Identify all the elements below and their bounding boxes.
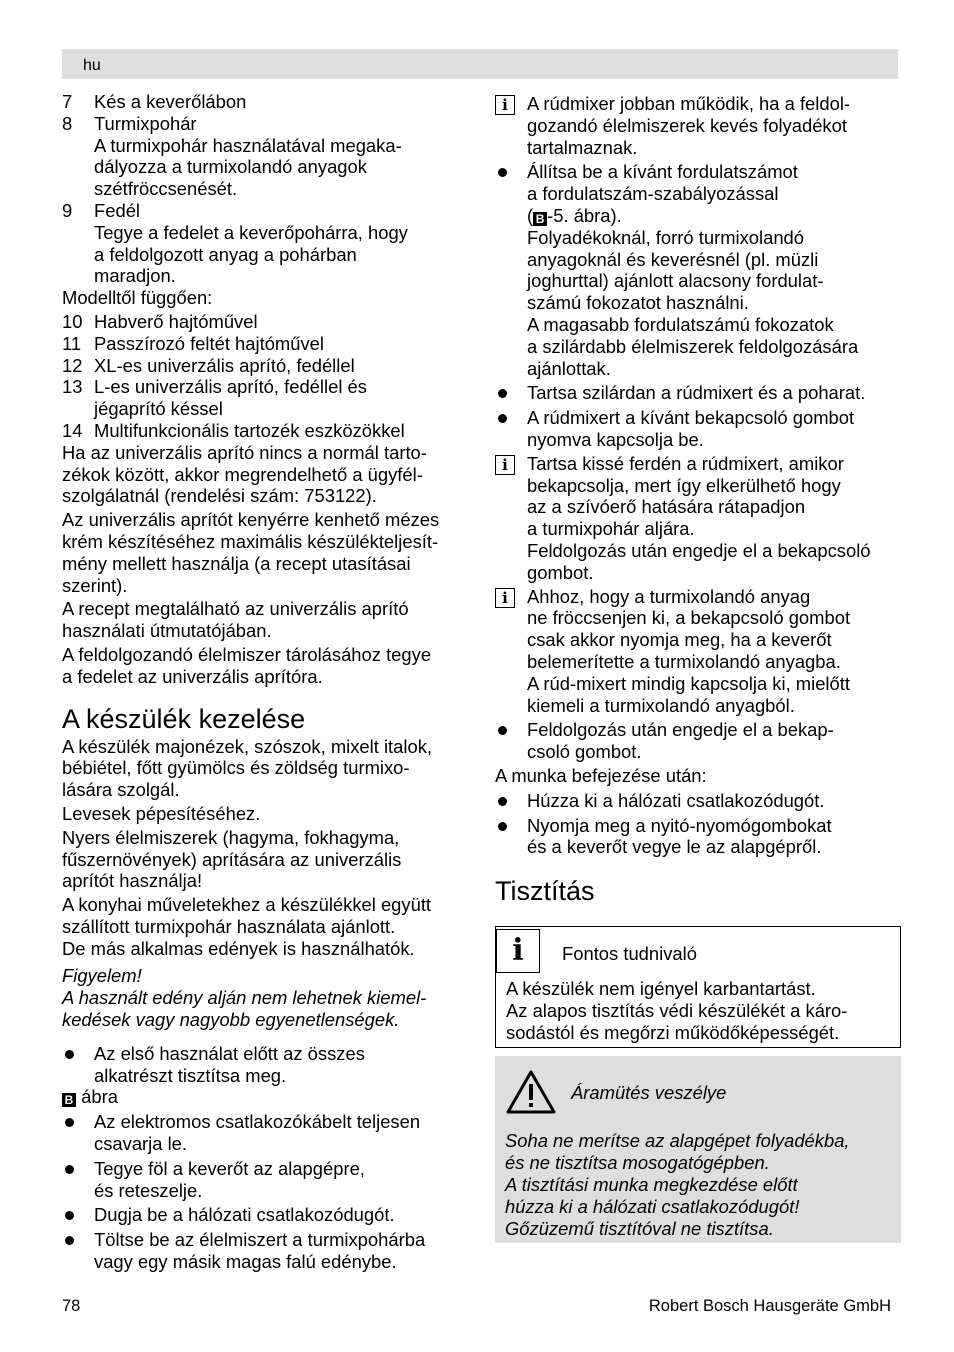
info-icon: i: [495, 455, 515, 475]
paragraph: A készülék majonézek, szószok, mixelt italok, bébiétel, főtt gyümölcs és zöldség turmixo- lására szolgál.: [62, 735, 433, 801]
list-item: 14 Multifunkcionális tartozék eszközökkel: [62, 419, 405, 441]
info-icon: i: [495, 95, 515, 115]
bullet-icon: [495, 161, 527, 379]
page-number: 78: [62, 1297, 81, 1315]
bullet-item: Húzza ki a hálózati csatlakozódugót.: [495, 790, 901, 812]
paragraph: Az univerzális aprítót kenyérre kenhető mézes krém készítéséhez maximális készülékteljesít- mény mellett használja (a recept utasításai szerint).: [62, 509, 440, 596]
paragraph: Nyers élelmiszerek (hagyma, fokhagyma, fűszernövények) aprítására az univerzális aprítót használja!: [62, 826, 402, 892]
list-item: 9 Fedél: [62, 199, 141, 221]
bullet-item: Tegye föl a keverőt az alapgépre, és reteszelje.: [62, 1158, 468, 1202]
bullet-icon: [495, 790, 527, 812]
footer-company: Robert Bosch Hausgeräte GmbH: [648, 1297, 891, 1315]
list-item: 11 Passzírozó feltét hajtóművel: [62, 332, 324, 354]
info-icon: i: [496, 929, 540, 973]
bullet-item: A rúdmixert a kívánt bekapcsoló gombot nyomva kapcsolja be.: [495, 407, 901, 451]
bullet-item: Tartsa szilárdan a rúdmixert és a poharat.: [495, 382, 901, 404]
bullet-icon: [62, 1111, 94, 1155]
list-item: 8 Turmixpohár: [62, 112, 197, 134]
attention-title: Figyelem!: [62, 965, 142, 987]
item-description: Tegye a fedelet a keverőpohárra, hogy a feldolgozott anyag a pohárban maradjon.: [94, 221, 408, 287]
bullet-item: Töltse be az élelmiszert a turmixpohárba vagy egy másik magas falú edénybe.: [62, 1229, 468, 1273]
list-item: 10 Habverő hajtóművel: [62, 310, 258, 332]
notice-title: Fontos tudnivaló: [562, 943, 697, 965]
bullet-icon: [495, 815, 527, 859]
list-item: 13 L-es univerzális aprító, fedéllel és jégaprító késsel: [62, 376, 367, 420]
left-column: [62, 91, 468, 1273]
list-item: 12 XL-es univerzális aprító, fedéllel: [62, 354, 355, 376]
language-bar: [62, 49, 898, 79]
bullet-icon: [62, 1204, 94, 1226]
info-note: i Tartsa kissé ferdén a rúdmixert, amikor bekapcsolja, mert így elkerülhető hogy az a szívóerő hatására rátapadjon a turmixpohár aljára. Feldolgozás után engedje el a bekapcsoló gombot.: [495, 453, 901, 584]
info-note: i A rúdmixer jobban működik, ha a feldol- gozandó élelmiszerek kevés folyadékot tartalmaznak.: [495, 93, 901, 158]
figure-reference: B ábra: [62, 1086, 468, 1108]
bullet-icon: [495, 719, 527, 763]
warning-box: Áramütés veszélye Soha ne merítse az alapgépet folyadékba, és ne tisztítsa mosogatógépben. A tisztítási munka megkezdése előtt húzza ki a hálózati csatlakozódugót! Gőzüzemű tisztítóval ne tisztítsa.: [495, 1056, 901, 1243]
attention-text: A használt edény alján nem lehetnek kiemel- kedések vagy nagyobb egyenetlenségek.: [62, 987, 427, 1031]
bullet-item: Az elektromos csatlakozókábelt teljesen csavarja le.: [62, 1111, 468, 1155]
paragraph: A recept megtalálható az univerzális aprító használati útmutatójában.: [62, 598, 409, 642]
important-notice-box: i Fontos tudnivaló A készülék nem igényel karbantartást. Az alapos tisztítás védi készülékét a káro- sodástól és megőrzi működőképességét.: [495, 926, 901, 1048]
bullet-icon: [62, 1158, 94, 1202]
bullet-icon: [62, 1229, 94, 1273]
paragraph: Levesek pépesítéséhez.: [62, 802, 261, 824]
bullet-icon: [62, 1043, 94, 1087]
bullet-item: Dugja be a hálózati csatlakozódugót.: [62, 1204, 468, 1226]
after-work-label: A munka befejezése után:: [495, 764, 707, 786]
bullet-item: Állítsa be a kívánt fordulatszámot a fordulatszám-szabályozással ( B -5. ábra). Folyadékoknál, forró turmixolandó anyagoknál és keverésnél (pl. müzli joghurttal) ajánlott alacsony fordulat- számú fokozatot használni. A magasabb fordulatszámú fokozatok a szilárdabb élelmiszerek feldolgozására ajánlottak.: [495, 161, 901, 379]
language-code: hu: [83, 57, 101, 74]
warning-title: Áramütés veszélye: [571, 1081, 727, 1103]
paragraph: Ha az univerzális aprító nincs a normál tarto- zékok között, akkor megrendelhető a ügyfél- szolgálatnál (rendelési szám: 753122).: [62, 441, 427, 507]
bullet-icon: [495, 407, 527, 451]
paragraph: A feldolgozandó élelmiszer tárolásához tegye a fedelet az univerzális aprítóra.: [62, 643, 432, 687]
figure-b-icon: B: [62, 1093, 76, 1107]
warning-triangle-icon: [505, 1069, 557, 1115]
bullet-item: Nyomja meg a nyitó-nyomógombokat és a keverőt vegye le az alapgépről.: [495, 815, 901, 859]
bullet-icon: [495, 382, 527, 404]
section-heading: Tisztítás: [495, 876, 595, 907]
figure-b-icon: B: [533, 212, 547, 226]
info-icon: i: [495, 588, 515, 608]
paragraph: A konyhai műveletekhez a készülékkel együtt szállított turmixpohár használata ajánlott. De más alkalmas edények is használhatók.: [62, 894, 432, 959]
section-heading: A készülék kezelése: [62, 703, 306, 734]
bullet-item: Feldolgozás után engedje el a bekap- csoló gombot.: [495, 719, 901, 763]
bullet-item: Az első használat előtt az összes alkatrészt tisztítsa meg.: [62, 1043, 468, 1087]
model-note: Modelltől függően:: [62, 287, 213, 309]
right-column: [495, 91, 901, 1243]
item-description: A turmixpohár használatával megaka- dályozza a turmixolandó anyagok szétfröccsenését.: [94, 134, 402, 200]
list-item: 7 Kés a keverőlábon: [62, 91, 247, 112]
info-note: i Ahhoz, hogy a turmixolandó anyag ne fröccsenjen ki, a bekapcsoló gombot csak akkor nyomja meg, ha a keverőt belemerítette a turmixolandó anyagba. A rúd-mixert mindig kapcsolja ki, mielőtt kiemeli a turmixolandó anyagból.: [495, 586, 901, 717]
